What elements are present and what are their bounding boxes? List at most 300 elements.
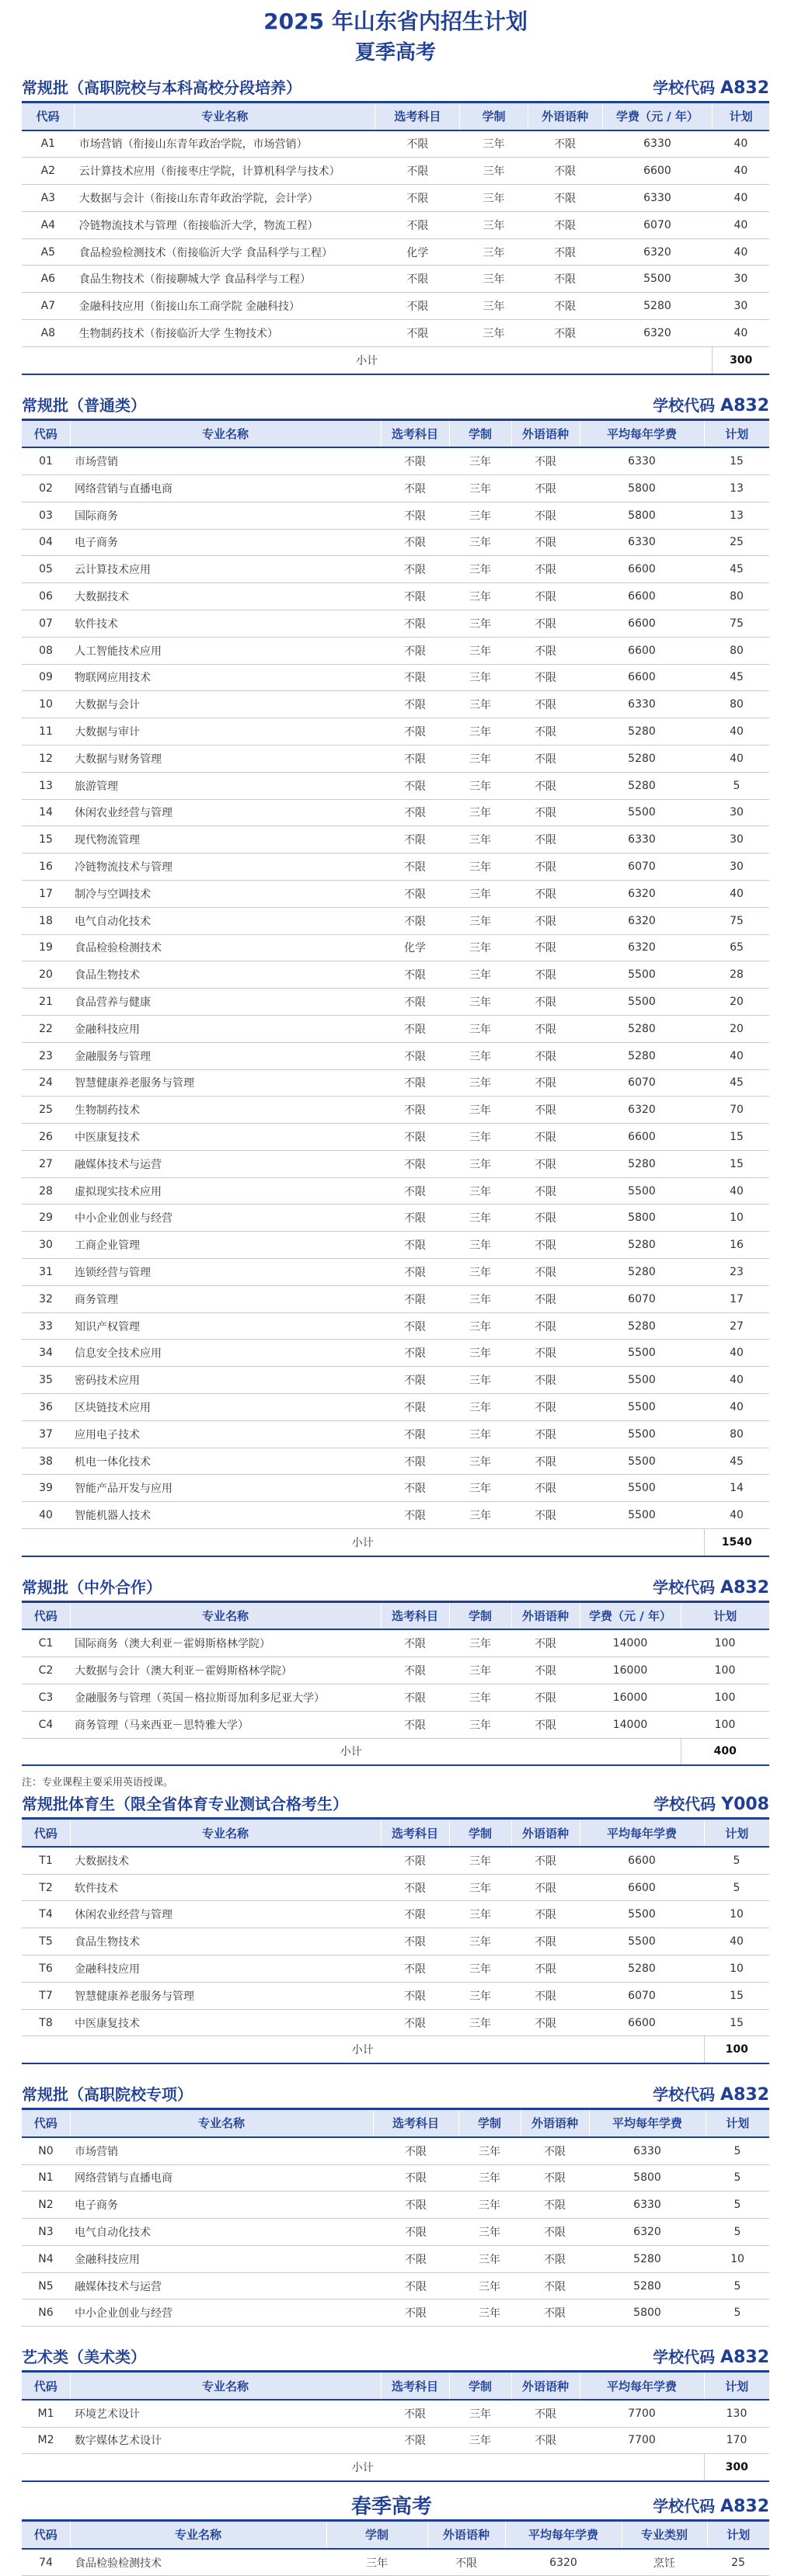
cell-plan: 40: [713, 158, 769, 185]
cell-plan: 70: [704, 1097, 769, 1124]
cell-tuition: 7700: [580, 2427, 704, 2454]
table-row: [22, 1069, 769, 1097]
cell-major-name: 中小企业创业与经营: [70, 2300, 373, 2327]
cell-code: 19: [22, 934, 70, 961]
cell-duration: 三年: [458, 2219, 521, 2246]
column-header: 外语语种: [427, 2521, 505, 2549]
cell-language: 不限: [511, 2009, 580, 2036]
cell-duration: 三年: [460, 185, 528, 212]
cell-tuition: 5500: [580, 799, 704, 826]
cell-required-subject: 不限: [381, 447, 449, 475]
cell-duration: 三年: [449, 907, 511, 934]
cell-required-subject: 化学: [381, 934, 449, 961]
cell-tuition: 5280: [580, 1312, 704, 1340]
table-row: [22, 1367, 769, 1394]
cell-plan: 130: [704, 2400, 769, 2427]
table-row: [22, 637, 769, 664]
cell-language: 不限: [511, 799, 580, 826]
cell-required-subject: 不限: [381, 1015, 449, 1042]
table-row: [22, 320, 769, 347]
cell-required-subject: 不限: [381, 826, 449, 853]
cell-required-subject: 不限: [381, 989, 449, 1016]
cell-required-subject: 不限: [381, 745, 449, 772]
cell-tuition: 5500: [580, 1367, 704, 1394]
cell-duration: 三年: [449, 1285, 511, 1312]
cell-code: 37: [22, 1420, 70, 1448]
cell-language: 不限: [521, 2192, 589, 2219]
cell-tuition: 5280: [580, 1150, 704, 1177]
column-header: 专业类别: [622, 2521, 707, 2549]
cell-language: 不限: [511, 1684, 580, 1711]
cell-tuition: 5800: [580, 1205, 704, 1232]
table-row: [22, 691, 769, 718]
cell-tuition: 6330: [580, 529, 704, 556]
table-row: [22, 556, 769, 583]
cell-language: 不限: [511, 1657, 580, 1684]
table-row: [22, 664, 769, 691]
table-row: [22, 2300, 769, 2327]
cell-required-subject: 化学: [375, 238, 460, 266]
cell-tuition: 5500: [580, 1928, 704, 1955]
table-row: [22, 211, 769, 238]
table-row: [22, 989, 769, 1016]
column-header: 学制: [449, 2372, 511, 2400]
cell-plan: 80: [704, 1420, 769, 1448]
cell-tuition: 6330: [580, 826, 704, 853]
cell-tuition: 5280: [580, 1042, 704, 1069]
cell-tuition: 6600: [602, 158, 713, 185]
cell-tuition: 6070: [580, 1982, 704, 2009]
cell-tuition: 5500: [580, 1502, 704, 1529]
cell-plan: 170: [704, 2427, 769, 2454]
subtotal-value: 100: [704, 2036, 769, 2063]
cell-plan: 10: [704, 1901, 769, 1928]
cell-major-name: 大数据与审计: [70, 718, 381, 746]
cell-tuition: 6320: [602, 238, 713, 266]
cell-tuition: 5280: [580, 1259, 704, 1286]
cell-required-subject: 不限: [381, 637, 449, 664]
cell-major-name: 国际商务（澳大利亚－霍姆斯格林学院）: [70, 1629, 381, 1656]
cell-plan: 28: [704, 961, 769, 989]
cell-duration: 三年: [449, 1657, 511, 1684]
cell-major-name: 连锁经营与管理: [70, 1259, 381, 1286]
column-header: 代码: [22, 2109, 70, 2137]
cell-plan: 40: [713, 130, 769, 158]
table-row: [22, 1150, 769, 1177]
cell-duration: 三年: [460, 130, 528, 158]
cell-required-subject: 三年: [326, 2549, 427, 2576]
cell-tuition: 5800: [589, 2300, 706, 2327]
cell-tuition: 5280: [580, 1015, 704, 1042]
cell-duration: 三年: [449, 1097, 511, 1124]
cell-duration: 三年: [449, 2400, 511, 2427]
table-row: [22, 1205, 769, 1232]
summer-title: 夏季高考: [354, 41, 436, 64]
table-row: [22, 1015, 769, 1042]
cell-plan: 17: [704, 1285, 769, 1312]
cell-tuition: 6320: [589, 2219, 706, 2246]
cell-major-name: 休闲农业经营与管理: [70, 799, 381, 826]
section-title: 艺术类（美术类）: [22, 2348, 146, 2367]
cell-major-name: 中医康复技术: [70, 1124, 381, 1151]
subtotal-label: 小计: [22, 1738, 681, 1765]
section-header: [0, 1788, 791, 1817]
cell-duration: 三年: [460, 320, 528, 347]
cell-major-name: 中小企业创业与经营: [70, 1205, 381, 1232]
section-header: [0, 1571, 791, 1601]
cell-language: 不限: [511, 502, 580, 529]
subtotal-row: [22, 346, 769, 374]
cell-plan: 45: [704, 556, 769, 583]
cell-language: 不限: [511, 1928, 580, 1955]
cell-code: 03: [22, 502, 70, 529]
cell-duration: 三年: [458, 2137, 521, 2164]
cell-code: 04: [22, 529, 70, 556]
plan-table: [22, 1817, 769, 2064]
cell-code: N4: [22, 2245, 70, 2272]
cell-code: 28: [22, 1177, 70, 1205]
cell-required-subject: 不限: [381, 1420, 449, 1448]
cell-code: 15: [22, 826, 70, 853]
cell-major-name: 电气自动化技术: [70, 907, 381, 934]
column-header: 选考科目: [375, 103, 460, 130]
cell-tuition: 6600: [580, 637, 704, 664]
cell-required-subject: 不限: [381, 1312, 449, 1340]
cell-code: N2: [22, 2192, 70, 2219]
cell-tuition: 6320: [580, 907, 704, 934]
table-row: [22, 1312, 769, 1340]
cell-code: 02: [22, 475, 70, 502]
cell-required-subject: 不限: [381, 880, 449, 907]
cell-plan: 25: [707, 2549, 769, 2576]
cell-duration: 三年: [460, 238, 528, 266]
footnote: 注：专业课程主要采用英语授课。: [22, 1777, 174, 1789]
cell-required-subject: 不限: [381, 1955, 449, 1983]
cell-code: 36: [22, 1394, 70, 1421]
cell-language: 不限: [521, 2219, 589, 2246]
cell-duration: 三年: [449, 1420, 511, 1448]
cell-major-name: 软件技术: [70, 610, 381, 637]
cell-required-subject: 不限: [381, 718, 449, 746]
cell-code: 38: [22, 1448, 70, 1475]
cell-duration: 三年: [449, 1042, 511, 1069]
cell-duration: 三年: [449, 1502, 511, 1529]
cell-required-subject: 不限: [381, 2009, 449, 2036]
cell-major-name: 电子商务: [70, 2192, 373, 2219]
cell-duration: 三年: [449, 1150, 511, 1177]
cell-plan: 40: [713, 185, 769, 212]
cell-major-name: 大数据技术: [70, 1847, 381, 1874]
table-row: [22, 745, 769, 772]
cell-plan: 16: [704, 1232, 769, 1259]
cell-duration: 三年: [449, 475, 511, 502]
cell-code: 74: [22, 2549, 70, 2576]
cell-required-subject: 不限: [375, 211, 460, 238]
cell-duration: 三年: [449, 1340, 511, 1367]
column-header: 计划: [713, 103, 769, 130]
section-header: [0, 2341, 791, 2370]
table-row: [22, 1684, 769, 1711]
column-header: 外语语种: [521, 2109, 589, 2137]
cell-duration: 三年: [449, 1015, 511, 1042]
cell-required-subject: 不限: [373, 2245, 458, 2272]
cell-plan: 5: [706, 2192, 769, 2219]
table-row: [22, 772, 769, 799]
cell-tuition: 16000: [580, 1657, 681, 1684]
cell-tuition: 6600: [580, 664, 704, 691]
cell-code: A7: [22, 293, 75, 320]
cell-major-name: 生物制药技术（衔接临沂大学 生物技术）: [75, 320, 375, 347]
cell-duration: 三年: [449, 2427, 511, 2454]
cell-plan: 20: [704, 989, 769, 1016]
table-row: [22, 158, 769, 185]
cell-major-name: 云计算技术应用: [70, 556, 381, 583]
cell-language: 不限: [521, 2137, 589, 2164]
cell-major-name: 市场营销: [70, 447, 381, 475]
cell-code: 32: [22, 1285, 70, 1312]
cell-code: N0: [22, 2137, 70, 2164]
cell-plan: 80: [704, 583, 769, 610]
cell-duration: 三年: [449, 1177, 511, 1205]
cell-language: 不限: [511, 583, 580, 610]
cell-language: 不限: [511, 934, 580, 961]
table-row: [22, 2400, 769, 2427]
cell-plan: 15: [704, 1982, 769, 2009]
cell-required-subject: 不限: [373, 2300, 458, 2327]
column-header: 学制: [449, 1819, 511, 1847]
cell-required-subject: 不限: [375, 185, 460, 212]
table-row: [22, 1955, 769, 1983]
school-code-label: 学校代码: [653, 2085, 716, 2105]
cell-duration: 三年: [449, 1394, 511, 1421]
cell-language: 不限: [511, 1502, 580, 1529]
cell-language: 不限: [511, 1042, 580, 1069]
cell-required-subject: 不限: [381, 1150, 449, 1177]
school-code: [653, 75, 769, 101]
cell-code: A6: [22, 266, 75, 293]
cell-major-name: 大数据与财务管理: [70, 745, 381, 772]
section-title: 常规批（高职院校专项）: [22, 2085, 193, 2105]
table-row: [22, 2272, 769, 2300]
cell-major-name: 融媒体技术与运营: [70, 2272, 373, 2300]
subtotal-value: 300: [704, 2454, 769, 2481]
cell-required-subject: 不限: [373, 2192, 458, 2219]
cell-plan: 40: [704, 1042, 769, 1069]
cell-required-subject: 不限: [375, 320, 460, 347]
cell-major-name: 食品生物技术（衔接聊城大学 食品科学与工程）: [75, 266, 375, 293]
table-row: [22, 2427, 769, 2454]
cell-language: 不限: [511, 1394, 580, 1421]
column-header: 专业名称: [70, 2372, 381, 2400]
cell-major-name: 生物制药技术: [70, 1097, 381, 1124]
cell-code: C4: [22, 1711, 70, 1738]
cell-major-name: 金融科技应用（衔接山东工商学院 金融科技）: [75, 293, 375, 320]
school-code-label: 学校代码: [653, 395, 716, 415]
cell-required-subject: 不限: [381, 1124, 449, 1151]
cell-plan: 5: [706, 2272, 769, 2300]
school-code-value: Y008: [721, 1795, 769, 1815]
column-header: 外语语种: [511, 2372, 580, 2400]
table-row: [22, 1232, 769, 1259]
cell-code: 25: [22, 1097, 70, 1124]
cell-tuition: 5500: [580, 1177, 704, 1205]
cell-language: 不限: [511, 637, 580, 664]
cell-required-subject: 不限: [381, 1711, 449, 1738]
table-row: [22, 529, 769, 556]
column-header: 计划: [704, 1819, 769, 1847]
table-row: [22, 2164, 769, 2192]
cell-language: 不限: [521, 2272, 589, 2300]
column-header: 计划: [704, 419, 769, 447]
subtotal-label: 小计: [22, 2036, 704, 2063]
cell-major-name: 物联网应用技术: [70, 664, 381, 691]
table-row: [22, 447, 769, 475]
cell-tuition: 5280: [580, 1955, 704, 1983]
cell-required-subject: 不限: [381, 1982, 449, 2009]
cell-required-subject: 不限: [375, 158, 460, 185]
cell-language: 不限: [521, 2245, 589, 2272]
column-header: 外语语种: [528, 103, 602, 130]
cell-language: 不限: [528, 238, 602, 266]
cell-language: 不限: [511, 1312, 580, 1340]
cell-required-subject: 不限: [381, 1928, 449, 1955]
cell-duration: 三年: [449, 826, 511, 853]
cell-major-name: 食品检验检测技术（衔接临沂大学 食品科学与工程）: [75, 238, 375, 266]
cell-code: 27: [22, 1150, 70, 1177]
cell-plan: 65: [704, 934, 769, 961]
cell-duration: 三年: [449, 447, 511, 475]
column-header: 平均每年学费: [580, 1819, 704, 1847]
table-row: [22, 1124, 769, 1151]
cell-code: 35: [22, 1367, 70, 1394]
cell-tuition: 6330: [580, 691, 704, 718]
column-header: 学制: [460, 103, 528, 130]
cell-plan: 100: [681, 1657, 769, 1684]
cell-plan: 5: [706, 2137, 769, 2164]
cell-plan: 10: [704, 1205, 769, 1232]
cell-tuition: 6330: [589, 2137, 706, 2164]
cell-tuition: 6600: [580, 1124, 704, 1151]
cell-duration: 三年: [449, 1874, 511, 1901]
cell-duration: 三年: [449, 502, 511, 529]
cell-plan: 30: [704, 853, 769, 881]
subtotal-value: 1540: [704, 1529, 769, 1556]
cell-code: C1: [22, 1629, 70, 1656]
cell-major-name: 应用电子技术: [70, 1420, 381, 1448]
cell-major-name: 融媒体技术与运营: [70, 1150, 381, 1177]
cell-code: 01: [22, 447, 70, 475]
column-header: 平均每年学费: [505, 2521, 622, 2549]
cell-language: 不限: [511, 1847, 580, 1874]
cell-code: T4: [22, 1901, 70, 1928]
cell-tuition: 6070: [580, 1285, 704, 1312]
cell-tuition: 6600: [580, 1874, 704, 1901]
cell-required-subject: 不限: [373, 2137, 458, 2164]
cell-plan: 40: [704, 880, 769, 907]
school-code: [653, 2494, 769, 2519]
cell-tuition: 5280: [580, 772, 704, 799]
cell-tuition: 5500: [580, 1420, 704, 1448]
table-header-row: [22, 2521, 769, 2549]
section-title: 常规批体育生（限全省体育专业测试合格考生）: [22, 1795, 348, 1814]
cell-code: 40: [22, 1502, 70, 1529]
cell-language: 不限: [511, 772, 580, 799]
cell-tuition: 6600: [580, 2009, 704, 2036]
cell-language: 不限: [511, 1015, 580, 1042]
cell-duration: 三年: [449, 718, 511, 746]
cell-language: 不限: [511, 1205, 580, 1232]
cell-duration: 三年: [449, 691, 511, 718]
cell-major-name: 国际商务: [70, 502, 381, 529]
cell-language: 不限: [511, 1955, 580, 1983]
cell-major-name: 金融服务与管理（英国－格拉斯哥加利多尼亚大学）: [70, 1684, 381, 1711]
column-header: 计划: [707, 2521, 769, 2549]
cell-language: 不限: [511, 745, 580, 772]
table-row: [22, 238, 769, 266]
cell-tuition: 6070: [602, 211, 713, 238]
cell-language: 不限: [528, 320, 602, 347]
cell-duration: 三年: [449, 1475, 511, 1502]
cell-plan: 30: [704, 799, 769, 826]
cell-duration: 三年: [449, 1711, 511, 1738]
cell-tuition: 6600: [580, 583, 704, 610]
cell-major-name: 市场营销（衔接山东青年政治学院，市场营销）: [75, 130, 375, 158]
cell-duration: 三年: [449, 637, 511, 664]
cell-tuition: 6330: [602, 185, 713, 212]
cell-duration: 三年: [458, 2164, 521, 2192]
cell-required-subject: 不限: [381, 772, 449, 799]
cell-required-subject: 不限: [381, 961, 449, 989]
cell-language: 不限: [511, 961, 580, 989]
cell-major-name: 智慧健康养老服务与管理: [70, 1069, 381, 1097]
column-header: 平均每年学费: [580, 2372, 704, 2400]
cell-code: N3: [22, 2219, 70, 2246]
cell-required-subject: 不限: [381, 853, 449, 881]
cell-language: 不限: [528, 185, 602, 212]
cell-plan: 13: [704, 475, 769, 502]
cell-major-name: 电气自动化技术: [70, 2219, 373, 2246]
cell-plan: 27: [704, 1312, 769, 1340]
cell-plan: 10: [704, 1955, 769, 1983]
cell-plan: 100: [681, 1629, 769, 1656]
cell-tuition: 14000: [580, 1711, 681, 1738]
cell-tuition: 7700: [580, 2400, 704, 2427]
table-row: [22, 130, 769, 158]
cell-required-subject: 不限: [381, 1285, 449, 1312]
column-header: 学费（元 / 年）: [602, 103, 713, 130]
cell-code: A5: [22, 238, 75, 266]
cell-plan: 13: [704, 502, 769, 529]
column-header: 学制: [449, 1601, 511, 1629]
cell-tuition: 6330: [602, 130, 713, 158]
column-header: 计划: [706, 2109, 769, 2137]
cell-tuition: 5280: [580, 718, 704, 746]
cell-major-name: 金融科技应用: [70, 2245, 373, 2272]
cell-language: 不限: [528, 266, 602, 293]
cell-code: 14: [22, 799, 70, 826]
cell-required-subject: 不限: [381, 556, 449, 583]
table-row: [22, 1711, 769, 1738]
page-title: 2025 年山东省内招生计划: [263, 9, 528, 34]
cell-major-name: 商务管理（马来西亚－思特雅大学）: [70, 1711, 381, 1738]
table-row: [22, 880, 769, 907]
cell-language: 不限: [511, 989, 580, 1016]
cell-plan: 80: [704, 691, 769, 718]
cell-plan: 40: [704, 1928, 769, 1955]
cell-major-name: 大数据与会计（澳大利亚－霍姆斯格林学院）: [70, 1657, 381, 1684]
cell-required-subject: 不限: [375, 293, 460, 320]
section-title: 常规批（普通类）: [22, 395, 146, 415]
